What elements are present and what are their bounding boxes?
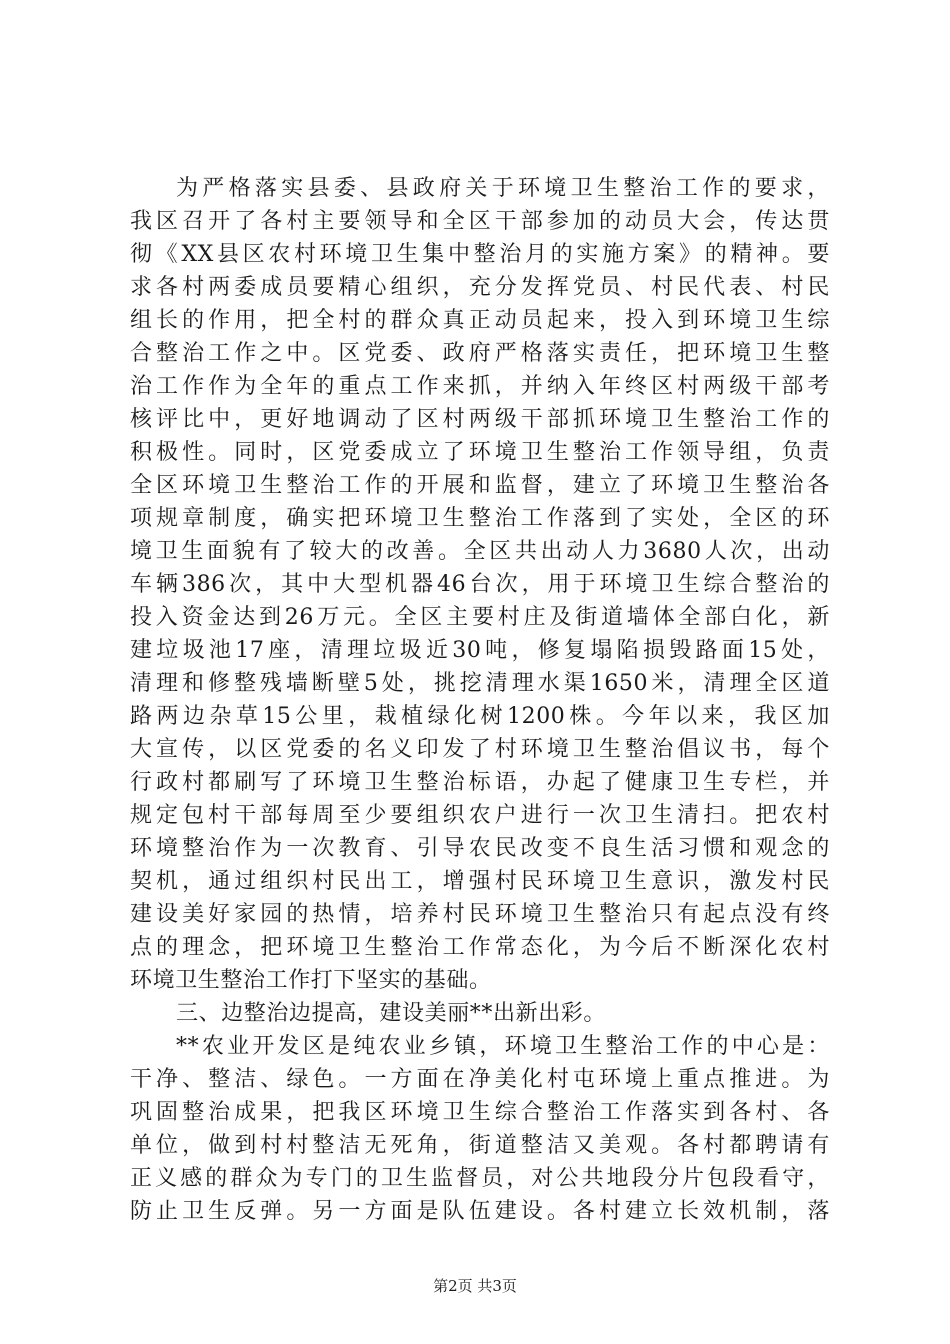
paragraph-line: 清理和修整残墙断壁5处，挑挖清理水渠1650米，清理全区道 — [130, 671, 830, 696]
paragraph-line: 正义感的群众为专门的卫生监督员，对公共地段分片包段看守， — [130, 1166, 830, 1191]
paragraph-line: 境卫生面貌有了较大的改善。全区共出动人力3680人次，出动 — [130, 539, 830, 564]
paragraph-line: 点的理念，把环境卫生整治工作常态化，为今后不断深化农村 — [130, 935, 830, 960]
paragraph-line: 合整治工作之中。区党委、政府严格落实责任，把环境卫生整 — [130, 341, 830, 366]
paragraph-line: 为严格落实县委、县政府关于环境卫生整治工作的要求， — [176, 176, 830, 201]
paragraph-line: 项规章制度，确实把环境卫生整治工作落到了实处，全区的环 — [130, 506, 830, 531]
paragraph-line: 环境整治作为一次教育、引导农民改变不良生活习惯和观念的 — [130, 836, 830, 861]
paragraph-line: 车辆386次，其中大型机器46台次，用于环境卫生综合整治的 — [130, 572, 830, 597]
paragraph-line: 全区环境卫生整治工作的开展和监督，建立了环境卫生整治各 — [130, 473, 830, 498]
paragraph-line: 组长的作用，把全村的群众真正动员起来，投入到环境卫生综 — [130, 308, 830, 333]
paragraph-line: 投入资金达到26万元。全区主要村庄及街道墙体全部白化，新 — [130, 605, 830, 630]
paragraph-line: 行政村都刷写了环境卫生整治标语，办起了健康卫生专栏，并 — [130, 770, 830, 795]
paragraph-line: 干净、整洁、绿色。一方面在净美化村屯环境上重点推进。为 — [130, 1067, 830, 1092]
paragraph-line: 防止卫生反弹。另一方面是队伍建设。各村建立长效机制，落 — [130, 1199, 830, 1224]
paragraph-line: 单位，做到村村整洁无死角，街道整洁又美观。各村都聘请有 — [130, 1133, 830, 1158]
paragraph-line: 我区召开了各村主要领导和全区干部参加的动员大会，传达贯 — [130, 209, 830, 234]
paragraph-line: 积极性。同时，区党委成立了环境卫生整治工作领导组，负责 — [130, 440, 830, 465]
paragraph-line: 环境卫生整治工作打下坚实的基础。 — [130, 968, 492, 993]
paragraph-line: 规定包村干部每周至少要组织农户进行一次卫生清扫。把农村 — [130, 803, 830, 828]
paragraph-line: 求各村两委成员要精心组织，充分发挥党员、村民代表、村民 — [130, 275, 830, 300]
page-number: 第2页 共3页 — [433, 1277, 517, 1295]
paragraph-line: 建垃圾池17座，清理垃圾近30吨，修复塌陷损毁路面15处， — [130, 638, 830, 663]
paragraph-line: 大宣传，以区党委的名义印发了村环境卫生整治倡议书，每个 — [130, 737, 830, 762]
body-text — [130, 172, 830, 1228]
paragraph-line: **农业开发区是纯农业乡镇，环境卫生整治工作的中心是： — [176, 1034, 830, 1059]
paragraph-line: 契机，通过组织村民出工，增强村民环境卫生意识，激发村民 — [130, 869, 830, 894]
section-heading: 三、边整治边提高，建设美丽**出新出彩。 — [176, 1001, 607, 1026]
paragraph-line: 建设美好家园的热情，培养村民环境卫生整治只有起点没有终 — [130, 902, 830, 927]
paragraph-line: 治工作作为全年的重点工作来抓，并纳入年终区村两级干部考 — [130, 374, 830, 399]
paragraph-line: 核评比中，更好地调动了区村两级干部抓环境卫生整治工作的 — [130, 407, 830, 432]
paragraph-line: 巩固整治成果，把我区环境卫生综合整治工作落实到各村、各 — [130, 1100, 830, 1125]
paragraph-line: 彻《XX县区农村环境卫生集中整治月的实施方案》的精神。要 — [130, 242, 830, 267]
paragraph-line: 路两边杂草15公里，栽植绿化树1200株。今年以来，我区加 — [130, 704, 830, 729]
